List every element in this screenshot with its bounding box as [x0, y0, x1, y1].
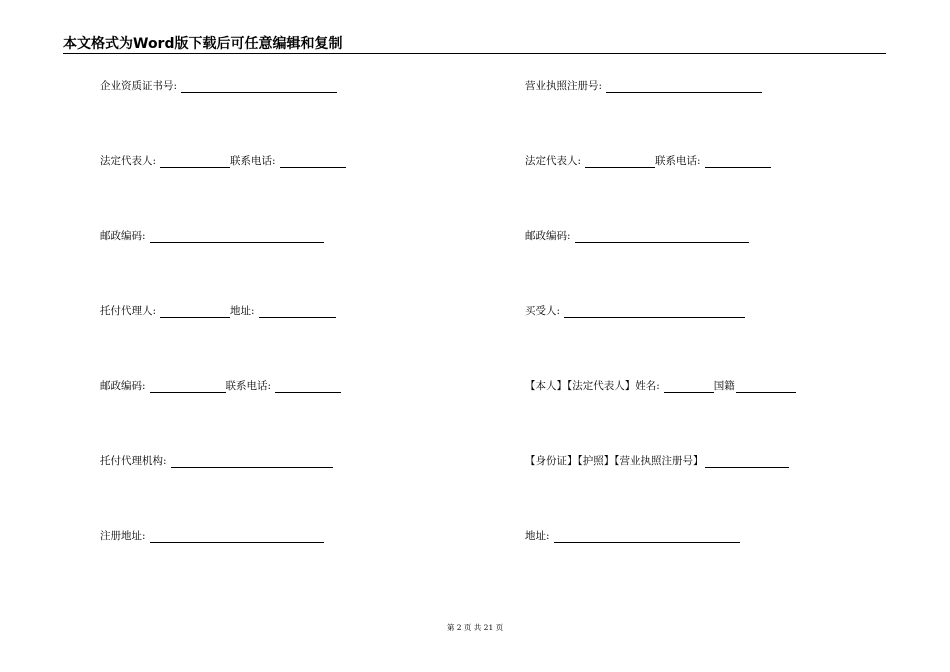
- right-phone-blank[interactable]: [705, 156, 771, 168]
- nationality-blank[interactable]: [736, 381, 796, 393]
- identity-label: 【本人】【法定代表人】姓名:: [525, 380, 660, 392]
- left-postal-code-label-2: 邮政编码:: [100, 380, 146, 392]
- right-address-label: 地址:: [525, 530, 550, 542]
- left-phone-blank-1[interactable]: [280, 156, 346, 168]
- left-phone-label-2: 联系电话:: [225, 380, 272, 392]
- business-license-field: [525, 79, 762, 93]
- right-address-field: [525, 529, 740, 543]
- registered-address-label: 注册地址:: [100, 530, 146, 542]
- page-header-title: 本文格式为Word版下载后可任意编辑和复制: [63, 36, 343, 52]
- id-doc-field: [525, 454, 789, 468]
- registered-address-blank[interactable]: [150, 531, 324, 543]
- left-postal-code-label-1: 邮政编码:: [100, 230, 146, 242]
- right-postal-code-field: [525, 229, 749, 243]
- header-rule: [63, 53, 886, 54]
- right-postal-code-blank[interactable]: [575, 231, 749, 243]
- agency-label: 托付代理机构:: [100, 455, 167, 467]
- left-legal-rep-label: 法定代表人:: [100, 155, 157, 167]
- agent-blank[interactable]: [160, 306, 230, 318]
- left-phone-blank-2[interactable]: [275, 381, 341, 393]
- business-license-blank[interactable]: [606, 81, 762, 93]
- id-doc-label: 【身份证】【护照】【营业执照注册号】: [525, 455, 704, 467]
- id-doc-blank[interactable]: [705, 456, 789, 468]
- right-legal-rep-blank[interactable]: [585, 156, 655, 168]
- right-address-blank[interactable]: [554, 531, 740, 543]
- qualification-cert-label: 企业资质证书号:: [100, 80, 178, 92]
- identity-field: [525, 379, 796, 393]
- agent-field: [100, 304, 336, 318]
- buyer-blank[interactable]: [564, 306, 745, 318]
- left-address-blank[interactable]: [259, 306, 336, 318]
- left-legal-rep-blank[interactable]: [160, 156, 230, 168]
- business-license-label: 营业执照注册号:: [525, 80, 603, 92]
- left-postal-code-blank-2[interactable]: [150, 381, 226, 393]
- left-postal-code-blank-1[interactable]: [150, 231, 324, 243]
- buyer-field: [525, 304, 745, 318]
- left-postal-code-field-2: [100, 379, 341, 393]
- left-phone-label-1: 联系电话:: [230, 155, 276, 167]
- agent-label: 托付代理人:: [100, 305, 157, 317]
- registered-address-field: [100, 529, 324, 543]
- buyer-label: 买受人:: [525, 305, 561, 317]
- page-indicator: 第 2 页 共 21 页: [446, 623, 504, 632]
- nationality-label: 国籍: [713, 380, 735, 392]
- right-legal-rep-field: [525, 154, 771, 168]
- name-blank[interactable]: [664, 381, 714, 393]
- qualification-cert-blank[interactable]: [181, 81, 337, 93]
- agency-field: [100, 454, 333, 468]
- qualification-cert-field: [100, 79, 337, 93]
- right-legal-rep-label: 法定代表人:: [525, 155, 582, 167]
- agency-blank[interactable]: [171, 456, 333, 468]
- left-legal-rep-field: [100, 154, 346, 168]
- left-address-label: 地址:: [230, 305, 255, 317]
- right-postal-code-label: 邮政编码:: [525, 230, 571, 242]
- left-postal-code-field-1: [100, 229, 324, 243]
- right-phone-label: 联系电话:: [655, 155, 701, 167]
